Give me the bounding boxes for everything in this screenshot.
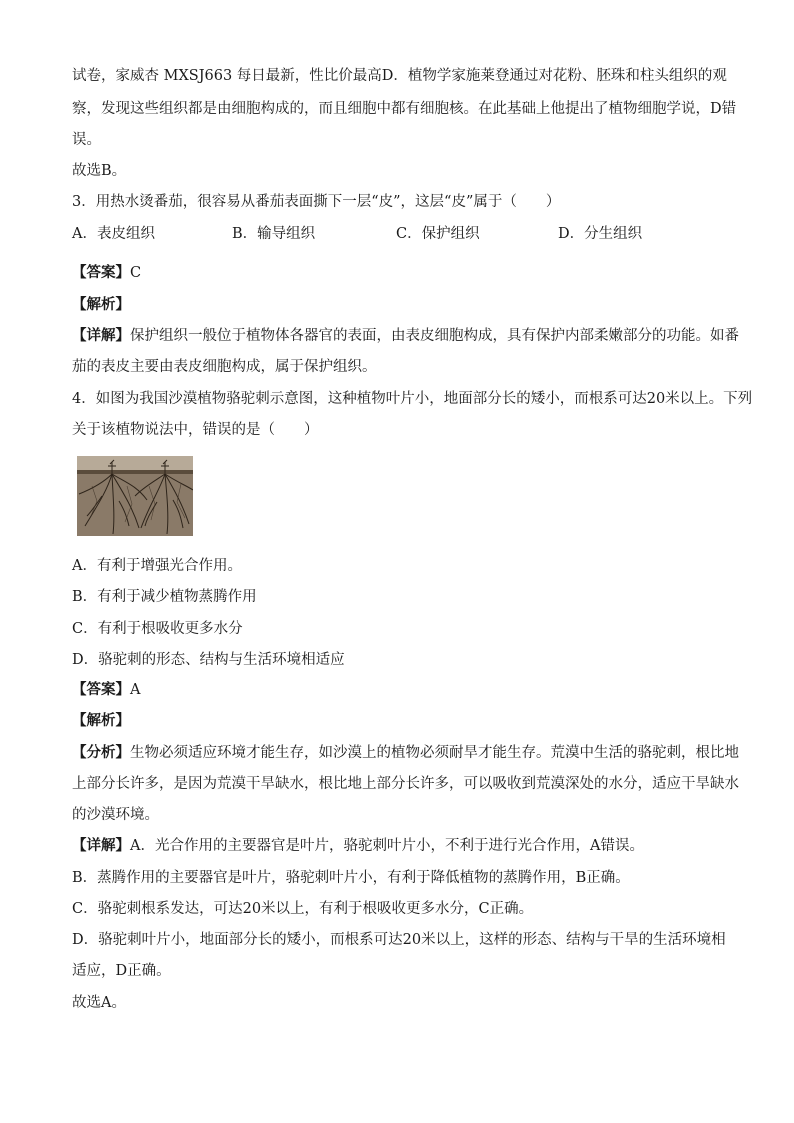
text-line: 误。: [72, 132, 101, 148]
answer-value: C: [130, 265, 142, 281]
question-4-conclusion: 故选A。: [72, 995, 126, 1011]
question-4-option-d: D．骆驼刺的形态、结构与生活环境相适应: [72, 652, 345, 668]
question-4-option-c: C．有利于根吸收更多水分: [72, 621, 243, 637]
question-4-detail-c: C．骆驼刺根系发达，可达20米以上，有利于根吸收更多水分，C正确。: [72, 901, 534, 917]
question-4-option-a: A．有利于增强光合作用。: [72, 558, 242, 574]
question-4-stem: 4．如图为我国沙漠植物骆驼刺示意图，这种植物叶片小，地面部分长的矮小，而根系可达20米以上。下列: [72, 391, 753, 407]
text-line: 茄的表皮主要由表皮细胞构成，属于保护组织。: [72, 359, 377, 375]
fenxi-tag: 【分析】: [72, 744, 130, 761]
question-3-detail: [72, 326, 739, 346]
question-4-fenxi: [72, 743, 739, 763]
camelthorn-root-illustration: [77, 456, 193, 536]
question-4-detail-b: B．蒸腾作用的主要器官是叶片，骆驼刺叶片小，有利于降低植物的蒸腾作用，B正确。: [72, 870, 630, 886]
answer-tag: 【答案】: [72, 681, 130, 698]
question-4-stem-cont: 关于该植物说法中，错误的是（ ）: [72, 422, 319, 438]
option-c: C．保护组织: [396, 226, 480, 242]
answer-tag: 【答案】: [72, 264, 130, 281]
option-b: B．输导组织: [232, 226, 316, 242]
question-3-options: [72, 222, 732, 244]
detail-tag: 【详解】: [72, 327, 130, 344]
option-a: A．表皮组织: [72, 226, 155, 242]
detail-tag: 【详解】: [72, 837, 130, 854]
question-4-detail-a: [72, 836, 732, 856]
question-4-detail-d: D．骆驼刺叶片小，地面部分长的矮小，而根系可达20米以上，这样的形态、结构与干旱的生活环境相: [72, 932, 726, 948]
question-3-answer: [72, 263, 732, 283]
question-3-analysis-tag: 【解析】: [72, 296, 130, 313]
question-4-analysis-tag: 【解析】: [72, 712, 130, 729]
text-line: 察，发现这些组织都是由细胞构成的，而且细胞中都有细胞核。在此基础上他提出了植物细胞学说，D错: [72, 101, 737, 117]
text-line: 适应，D正确。: [72, 963, 171, 979]
option-d: D．分生组织: [558, 226, 643, 242]
question-3-stem: 3．用热水烫番茄，很容易从番茄表面撕下一层“皮”，这层“皮”属于（ ）: [72, 194, 561, 210]
answer-value: A: [130, 682, 141, 698]
text-line: 故选B。: [72, 163, 127, 179]
text-line: 的沙漠环境。: [72, 807, 159, 823]
question-4-answer: [72, 680, 732, 700]
text-line: 试卷，家威杏 MXSJ663 每日最新，性比价最高D．植物学家施莱登通过对花粉、胚珠和柱头组织的观: [72, 68, 727, 84]
detail-text: 保护组织一般位于植物体各器官的表面，由表皮细胞构成，具有保护内部柔嫩部分的功能。如番: [130, 328, 739, 344]
fenxi-text: 生物必须适应环境才能生存，如沙漠上的植物必须耐旱才能生存。荒漠中生活的骆驼刺，根比地: [130, 745, 739, 761]
question-4-option-b: B．有利于减少植物蒸腾作用: [72, 589, 257, 605]
detail-text: A．光合作用的主要器官是叶片，骆驼刺叶片小，不利于进行光合作用，A错误。: [130, 838, 644, 854]
text-line: 上部分长许多，是因为荒漠干旱缺水，根比地上部分长许多，可以吸收到荒漠深处的水分，适应干旱缺水: [72, 776, 739, 792]
